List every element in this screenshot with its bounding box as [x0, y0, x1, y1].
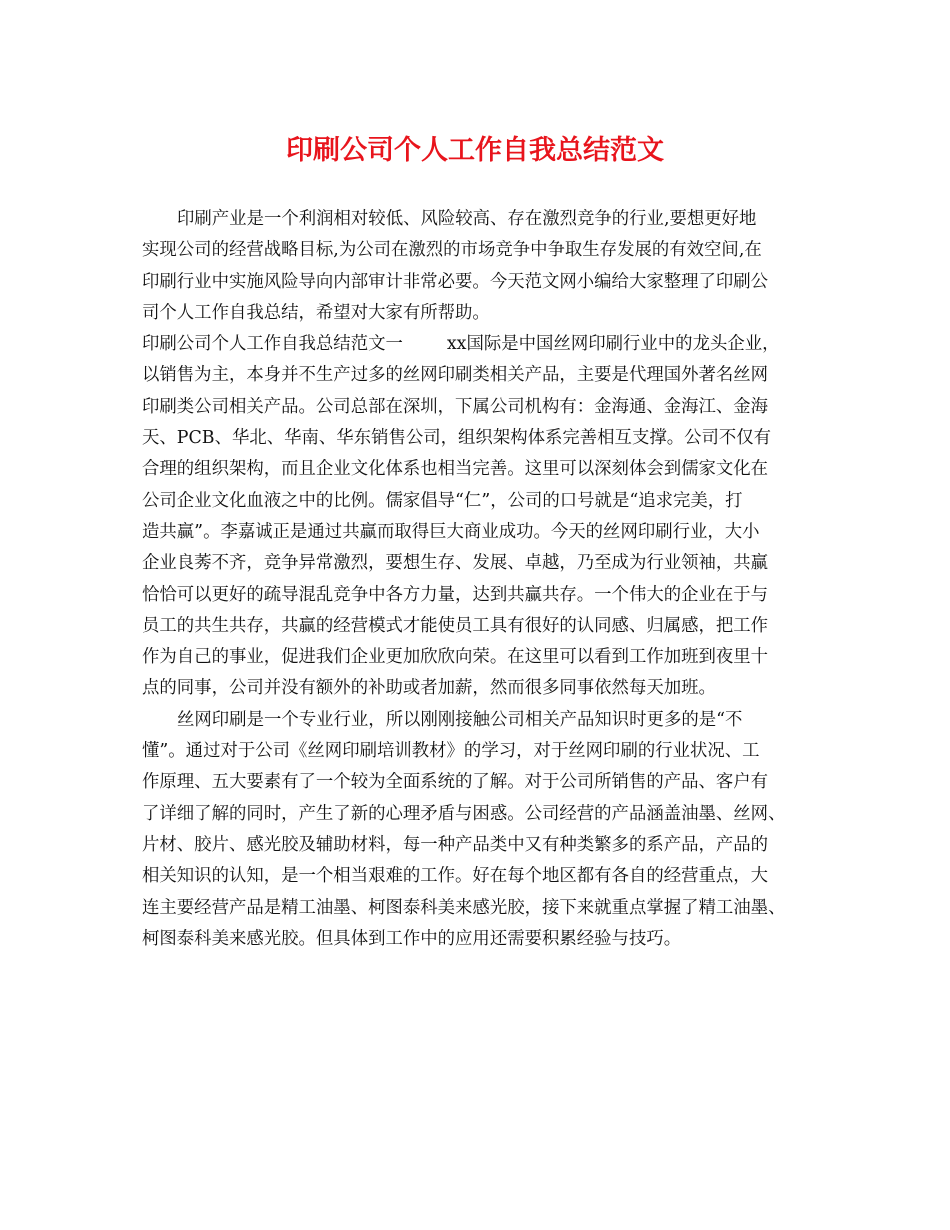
paragraph-3-line: 了详细了解的同时，产生了新的心理矛盾与困惑。公司经营的产品涵盖油墨、丝网、 [142, 803, 786, 824]
document-title: 印刷公司个人工作自我总结范文 [286, 135, 664, 166]
paragraph-2-line: 造共赢”。李嘉诚正是通过共赢而取得巨大商业成功。今天的丝网印刷行业，大小 [142, 521, 760, 542]
paragraph-2-line: 合理的组织架构，而且企业文化体系也相当完善。这里可以深刻体会到儒家文化在 [142, 459, 769, 480]
paragraph-2-line: 员工的共生共存，共赢的经营模式才能使员工具有很好的认同感、归属感，把工作 [142, 615, 769, 636]
paragraph-2-line: 企业良莠不齐，竞争异常激烈，要想生存、发展、卓越，乃至成为行业领袖，共赢 [142, 553, 769, 574]
paragraph-2-line: 公司企业文化血液之中的比例。儒家倡导“仁”，公司的口号就是“追求完美，打 [142, 490, 743, 511]
paragraph-1-line: 实现公司的经营战略目标,为公司在激烈的市场竞争中争取生存发展的有效空间,在 [142, 240, 762, 261]
paragraph-2-line: 天、PCB、华北、华南、华东销售公司，组织架构体系完善相互支撑。公司不仅有 [142, 428, 772, 449]
paragraph-3-line: 丝网印刷是一个专业行业，所以刚刚接触公司相关产品知识时更多的是“不 [177, 709, 743, 730]
paragraph-3-line: 相关知识的认知，是一个相当艰难的工作。好在每个地区都有各自的经营重点，大 [142, 866, 769, 887]
paragraph-2-line: 点的同事，公司并没有额外的补助或者加薪，然而很多同事依然每天加班。 [142, 678, 716, 699]
paragraph-3-line: 作原理、五大要素有了一个较为全面系统的了解。对于公司所销售的产品、客户有 [142, 772, 769, 793]
section-heading: 印刷公司个人工作自我总结范文一 [142, 334, 403, 355]
paragraph-2-line: 作为自己的事业，促进我们企业更加欣欣向荣。在这里可以看到工作加班到夜里十 [142, 647, 769, 668]
paragraph-2-opening: xx国际是中国丝网印刷行业中的龙头企业， [446, 334, 780, 355]
paragraph-1-line: 印刷产业是一个利润相对较低、风险较高、存在激烈竞争的行业,要想更好地 [177, 209, 757, 229]
document-body [142, 204, 822, 955]
paragraph-2-line: 印刷类公司相关产品。公司总部在深圳，下属公司机构有：金海通、金海江、金海 [142, 396, 769, 417]
paragraph-2-line: 以销售为主，本身并不生产过多的丝网印刷类相关产品，主要是代理国外著名丝网 [142, 365, 769, 386]
paragraph-3-line: 片材、胶片、感光胶及辅助材料，每一种产品类中又有种类繁多的系产品，产品的 [142, 834, 769, 855]
paragraph-1-line: 印刷行业中实施风险导向内部审计非常必要。今天范文网小编给大家整理了印刷公 [142, 271, 769, 292]
paragraph-3-line: 懂”。通过对于公司《丝网印刷培训教材》的学习，对于丝网印刷的行业状况、工 [142, 741, 760, 762]
paragraph-3-line: 连主要经营产品是精工油墨、柯图泰科美来感光胶，接下来就重点掌握了精工油墨、 [142, 897, 786, 918]
paragraph-3-line: 柯图泰科美来感光胶。但具体到工作中的应用还需要积累经验与技巧。 [142, 928, 682, 949]
paragraph-1-line: 司个人工作自我总结，希望对大家有所帮助。 [142, 302, 490, 323]
paragraph-2-line: 恰恰可以更好的疏导混乱竞争中各方力量，达到共赢共存。一个伟大的企业在于与 [142, 584, 769, 605]
paragraph-2-first-line [142, 329, 822, 360]
